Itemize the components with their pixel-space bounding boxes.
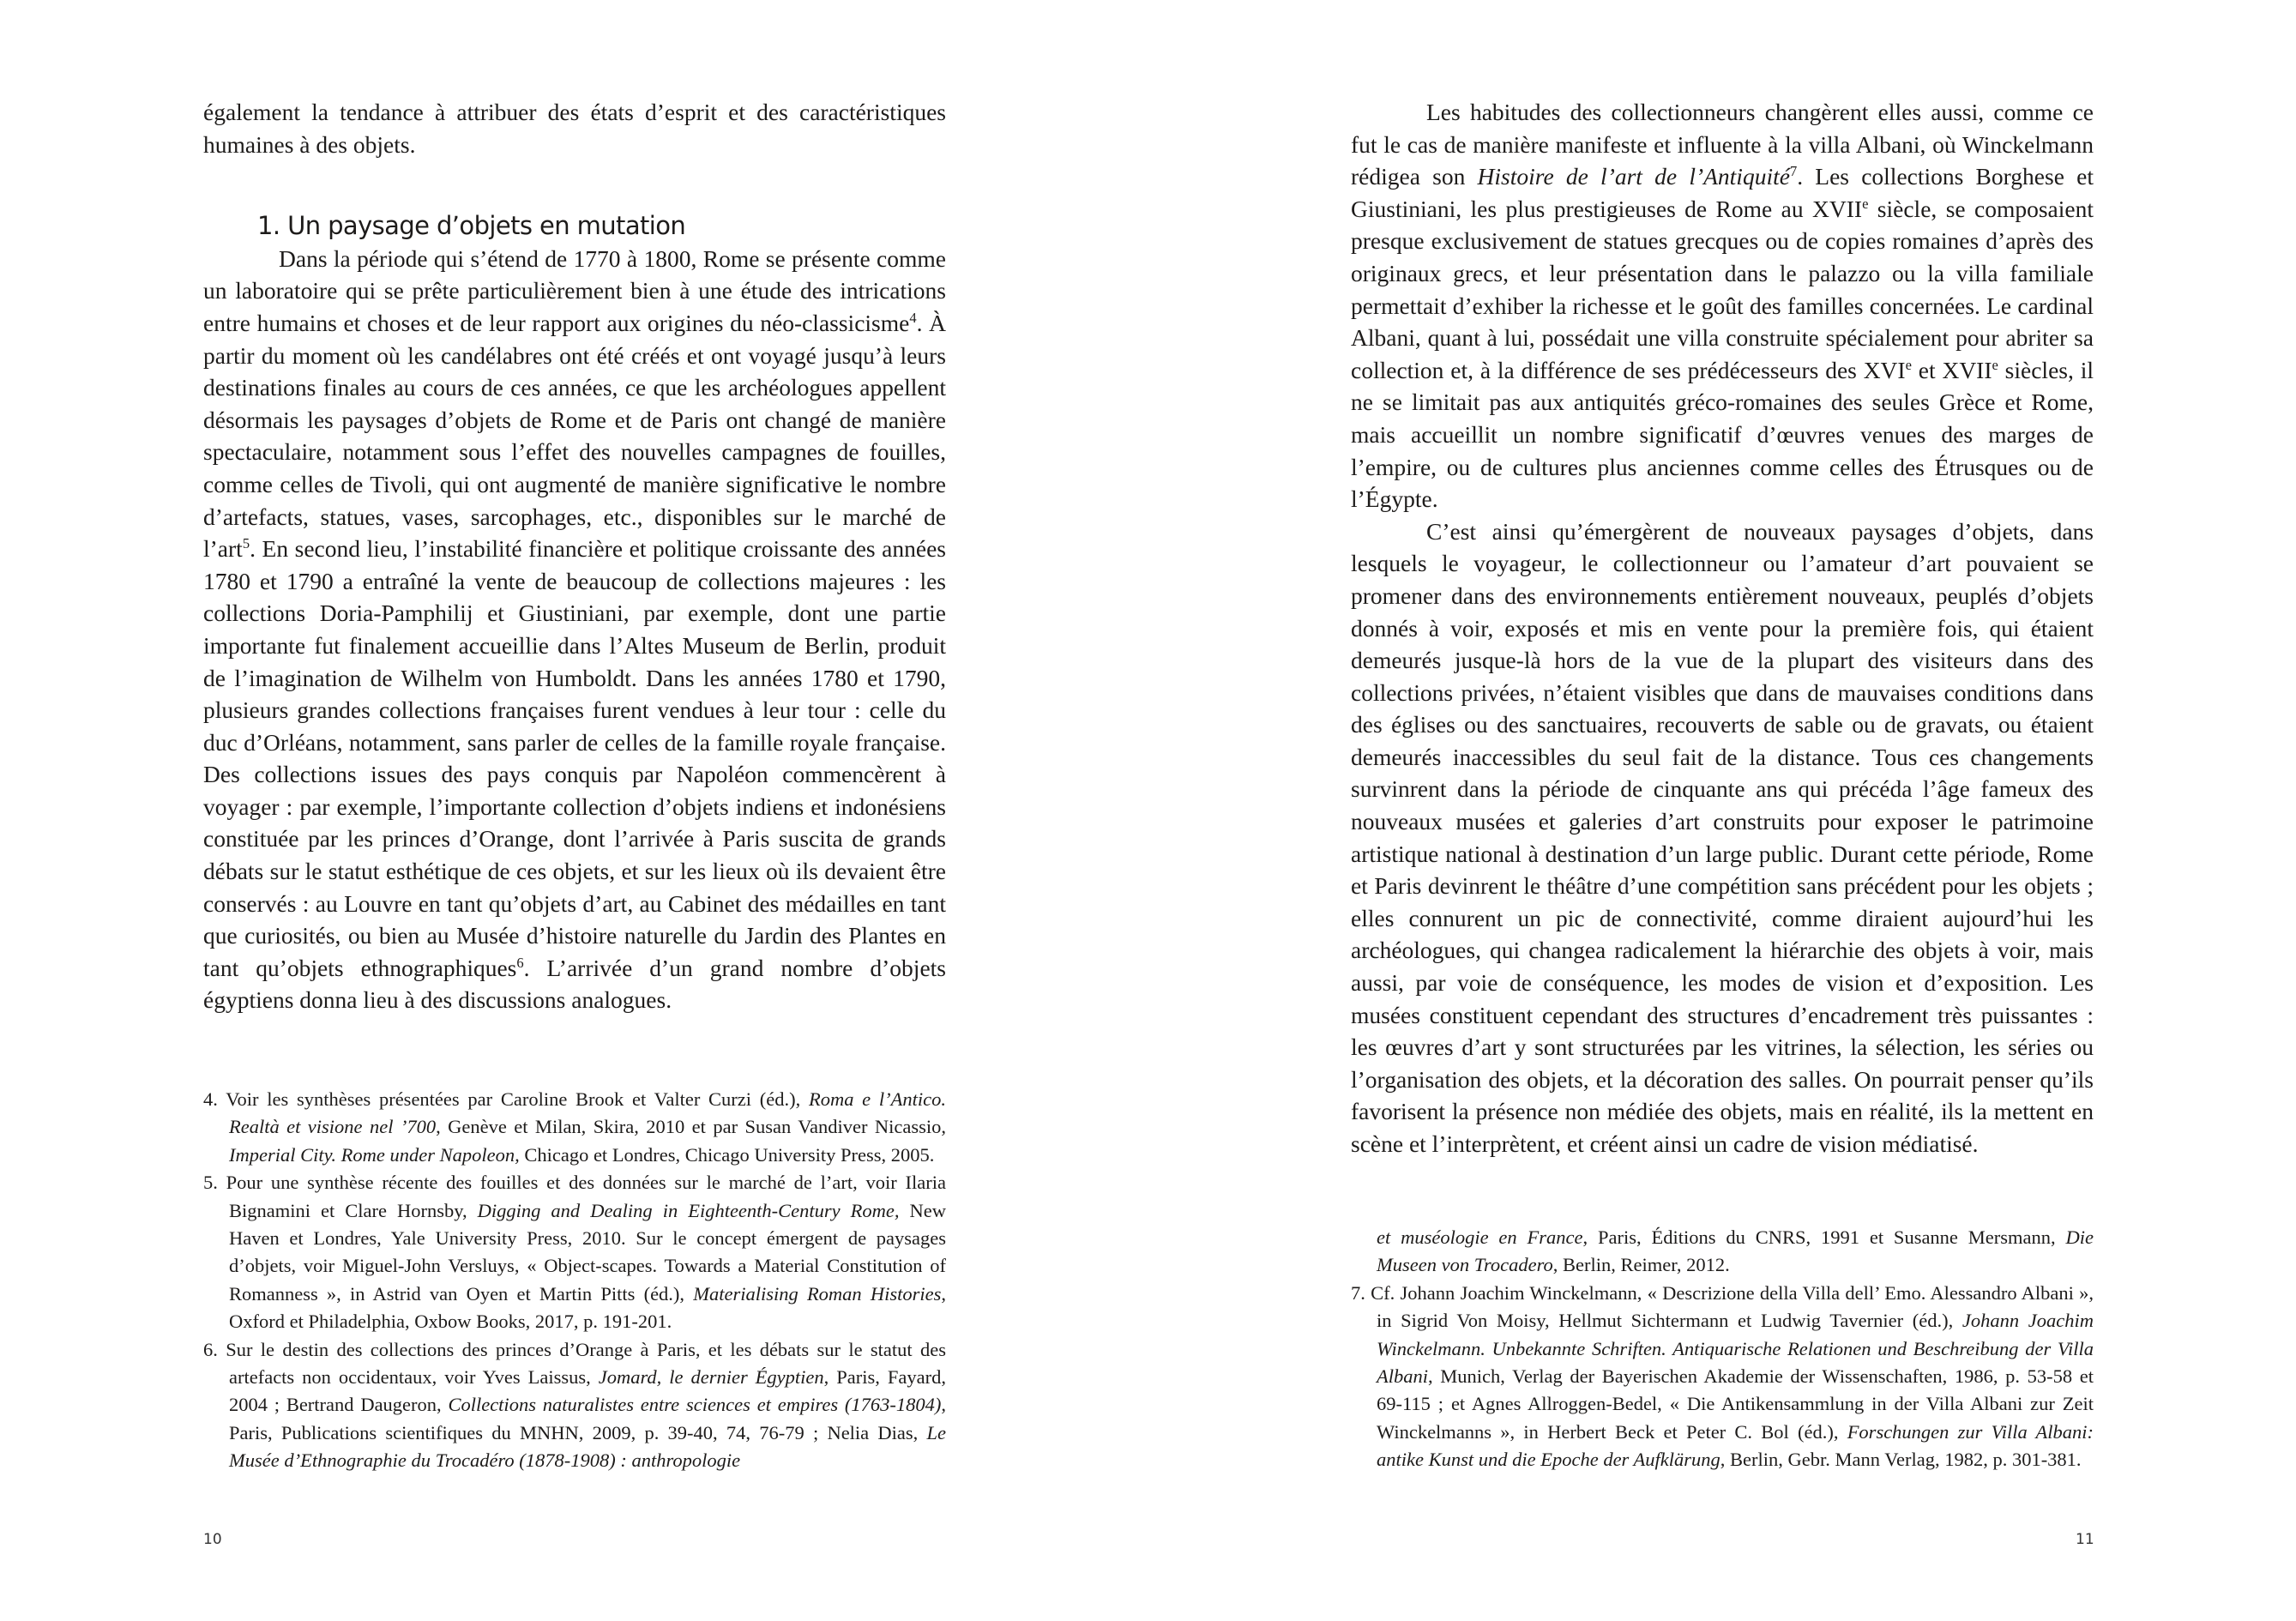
citation-text: Sur le destin des collections des princes d’Orange à Paris, et les débats sur le statut des artefacts non occidentaux, voir Yves Laissus, [217, 1338, 946, 1389]
citation-title: Materialising Roman Histories [693, 1282, 942, 1305]
footnote-ref[interactable]: 6 [516, 954, 524, 971]
continuation-paragraph: également la tendance à attribuer des états d’esprit et des caractéristiques humaines à des objets. [203, 99, 946, 158]
citation-title: et muséologie en France [1377, 1226, 1583, 1248]
citation-title: Jomard, le dernier Égyptien [598, 1366, 824, 1389]
citation-text: Chicago et Londres, Chicago University Press, 2005. [519, 1143, 935, 1166]
citation-title: Forschungen zur Villa Albani: antike Kunst und die Epoche der Aufklärung [1377, 1420, 2094, 1471]
body-paragraph [203, 243, 946, 1016]
right-body [1351, 96, 2094, 1160]
book-title: Histoire de l’art de l’Antiquité [1477, 163, 1790, 190]
citation-title: Digging and Dealing in Eighteenth-Century Rome, [477, 1199, 900, 1221]
citation-text: , Genève et Milan, Skira, 2010 et par Susan Vandiver Nicassio, [436, 1116, 946, 1138]
text-run: . L’arrivée d’un grand nombre d’objets égyptiens donna lieu à des discussions analogues. [203, 954, 946, 1014]
footnote [203, 1086, 946, 1169]
citation-title: Roma e l’Antico. Realtà et visione nel ’700 [229, 1088, 946, 1138]
citation-text: , Munich, Verlag der Bayerischen Akademie der Wissenschaften, 1986, p. 53-58 et 69-115 ; et Agnes Allroggen-Bedel, « Die Antikensammlung in der Villa Albani zur Zeit Winckelmanns », in Herbert Beck et Peter C. Bol (éd.), [1377, 1365, 2094, 1443]
footnote [203, 1169, 946, 1335]
footnote-number: 4. [203, 1088, 218, 1110]
left-body [203, 96, 946, 1016]
citation-text: , Oxford et Philadelphia, Oxbow Books, 2017, p. 191-201. [229, 1282, 947, 1333]
text-run: . En second lieu, l’instabilité financière et politique croissante des années 1780 et 1790 a entraîné la vente de beaucoup de collections majeures : les collections Doria-Pamphilij et Giustiniani, par exemple, dont une partie importante fut finalement accueillie dans l’Altes Museum de Berlin, produit de l’imagination de Wilhelm von Humboldt. Dans les années 1780 et 1790, plusieurs grandes collections françaises furent vendues à leur tour : celle du duc d’Orléans, notamment, sans parler de celles de la famille royale française. Des collections issues des pays conquis par Napoléon commencèrent à voyager : par exemple, l’importante collection d’objets indiens et indonésiens constituée par les princes d’Orange, dont l’arrivée à Paris suscita de grands débats sur le statut esthétique de ces objets, et sur les lieux où ils devaient être conservés : au Louvre en tant qu’objets d’art, au Cabinet des médailles en tant que curiosités, ou bien au Musée d’histoire naturelle du Jardin des Plantes en tant qu’objets ethnographiques [203, 535, 946, 981]
footnote-number: 6. [203, 1338, 218, 1360]
citation-title: Collections naturalistes entre sciences et empires (1763-1804) [448, 1394, 942, 1416]
footnote [1351, 1280, 2094, 1474]
text-run: Dans la période qui s’étend de 1770 à 1800, Rome se présente comme un laboratoire qui se prête particulièrement bien à une étude des intrications entre humains et choses et de leur rapport aux origines du néo-classicisme [203, 244, 946, 336]
page-number: 11 [2076, 1531, 2094, 1548]
footnote-ref[interactable]: 7 [1789, 163, 1798, 180]
text-run: . Les collections Borghese et Giustiniani, les plus prestigieuses de Rome au XVII [1351, 163, 2094, 222]
text-run: Les habitudes des collectionneurs changèrent elles aussi, comme ce fut le cas de manière manifeste et influente à la villa Albani, où Winckelmann rédigea son [1351, 99, 2094, 190]
century-superscript: e [1992, 356, 1998, 373]
body-paragraph [1351, 96, 2094, 515]
citation-text: , Berlin, Reimer, 2012. [1552, 1254, 1730, 1276]
citation-text: , Paris, Éditions du CNRS, 1991 et Susanne Mersmann, [1582, 1226, 2066, 1248]
right-page [1148, 0, 2296, 1621]
century-superscript: e [1905, 356, 1912, 373]
citation-text: Cf. Johann Joachim Winckelmann, « Descrizione della Villa dell’ Emo. Alessandro Albani », in Sigrid Von Moisy, Hellmut Sichtermann et Ludwig Tavernier (éd.), [1365, 1281, 2094, 1332]
text-run: et XVII [1911, 356, 1992, 383]
citation-title: Le Musée d’Ethnographie du Trocadéro (1878-1908) : anthropologie [229, 1421, 946, 1472]
text-run: siècle, se composaient presque exclusivement de statues grecques ou de copies romaines d’après des originaux grecs, et leur présentation dans le palazzo ou la villa familiale permettait d’exhiber la richesse et le goût des familles concernées. Le cardinal Albani, quant à lui, possédait une villa construite spécialement pour abriter sa collection et, à la différence de ses prédécesseurs des XVI [1351, 195, 2094, 383]
citation-title: Die Museen von Trocadero [1377, 1226, 2094, 1276]
century-superscript: e [1862, 195, 1869, 212]
citation-title: Imperial City. Rome under Napoleon, [229, 1143, 520, 1166]
citation-text: , Paris, Fayard, 2004 ; Bertrand Daugeron, [229, 1366, 946, 1416]
left-footnotes [203, 1086, 946, 1475]
right-footnotes [1351, 1224, 2094, 1474]
text-run: siècles, il ne se limitait pas aux antiquités gréco-romaines des seules Grèce et Rome, mais accueillit un nombre significatif d’œuvres venues des marges de l’empire, ou de cultures plus anciennes comme celles des Étrusques ou de l’Égypte. [1351, 356, 2094, 513]
citation-text: Voir les synthèses présentées par Caroline Brook et Valter Curzi (éd.), [217, 1088, 809, 1110]
citation-text: , Paris, Publications scientifiques du MNHN, 2009, p. 39-40, 74, 76-79 ; Nelia Dias, [229, 1394, 946, 1443]
footnote-number: 7. [1351, 1281, 1365, 1304]
body-paragraph: C’est ainsi qu’émergèrent de nouveaux paysages d’objets, dans lesquels le voyageur, le collectionneur ou l’amateur d’art pouvaient se promener dans des environnements entièrement nouveaux, peuplés d’objets donnés à voir, exposés et mis en vente pour la première fois, qui étaient demeurés jusque-là hors de la vue de la plupart des visiteurs dans des collections privées, n’étaient visibles que dans de mauvaises conditions dans des églises ou des sanctuaires, recouverts de sable ou de gravats, ou étaient demeurés inaccessibles du seul fait de la distance. Tous ces changements survinrent dans la période de cinquante ans qui précéda l’âge fameux des nouveaux musées et galeries d’art construits pour exposer le patrimoine artistique national à destination d’un large public. Durant cette période, Rome et Paris devinrent le théâtre d’une compétition sans précédent pour les objets ; elles connurent un pic de connectivité, comme diraient aujourd’hui les archéologues, qui changea radicalement la hiérarchie des objets à voir, mais aussi, par voie de conséquence, les modes de vision et d’exposition. Les musées constituent cependant des structures d’encadrement très puissantes : les œuvres d’art y sont structurées par les vitrines, la sélection, les séries ou l’organisation des objets, et la décoration des salles. On pourrait penser qu’ils favorisent la présence non médiée des objets, mais en réalité, ils la mettent en scène et l’interprètent, et créent ainsi un cadre de vision médiatisé. [1351, 517, 2094, 1157]
footnote-ref[interactable]: 5 [242, 534, 250, 551]
citation-text: Pour une synthèse récente des fouilles et des données sur le marché de l’art, voir Ilaria Bignamini et Clare Hornsby, [217, 1172, 946, 1221]
footnote [203, 1336, 946, 1475]
citation-title: Johann Joachim Winckelmann. Unbekannte Schriften. Antiquarische Relationen und Beschreibung der Villa Albani [1377, 1310, 2094, 1388]
text-run: . À partir du moment où les candélabres ont été créés et ont voyagé jusqu’à leurs destinations finales au cours de ces années, ce que les archéologues appellent désormais les paysages d’objets de Rome et de Paris ont changé de manière spectaculaire, notamment sous l’effet des nouvelles campagnes de fouilles, comme celles de Tivoli, qui ont augmenté de manière significative le nombre d’artefacts, statues, vases, sarcophages, etc., disponibles sur le marché de l’art [203, 309, 946, 563]
page-number: 10 [203, 1531, 222, 1548]
footnote-ref[interactable]: 4 [909, 309, 917, 326]
footnote-continuation [1351, 1224, 2094, 1280]
section-heading: 1. Un paysage d’objets en mutation [257, 211, 686, 241]
citation-text: , Berlin, Gebr. Mann Verlag, 1982, p. 301-381. [1720, 1449, 2082, 1471]
citation-text: New Haven et Londres, Yale University Press, 2010. Sur le concept émergent de paysages d’objets, voir Miguel-John Versluys, « Object-scapes. Towards a Material Constitution of Romanness », in Astrid van Oyen et Martin Pitts (éd.), [229, 1199, 947, 1305]
footnote-number: 5. [203, 1172, 218, 1194]
